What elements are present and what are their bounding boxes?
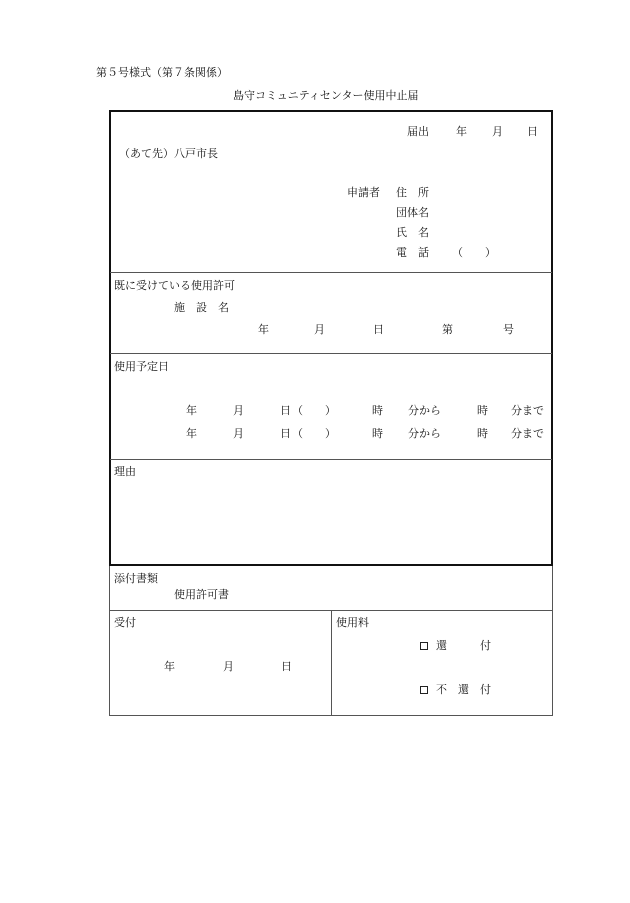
attachments-heading: 添付書類	[114, 572, 158, 585]
phone-label: 電 話	[396, 246, 429, 259]
schedule-minute-until: 分まで	[511, 404, 544, 417]
address-label: 住 所	[396, 186, 429, 199]
schedule-hour-end: 時	[477, 427, 488, 440]
fee-heading: 使用料	[336, 616, 369, 629]
divider-reception-fee	[331, 610, 332, 716]
schedule-hour-start: 時	[372, 427, 383, 440]
main-form-box	[109, 110, 553, 566]
divider-schedule-reason	[110, 459, 552, 460]
schedule-minute-from: 分から	[408, 404, 441, 417]
schedule-year: 年	[186, 404, 197, 417]
permit-number-prefix: 第	[442, 323, 453, 336]
reception-month: 月	[223, 660, 234, 673]
form-title: 島守コミュニティセンター使用中止届	[233, 89, 419, 102]
facility-name-label: 施 設 名	[174, 301, 229, 314]
schedule-day: 日	[280, 404, 291, 417]
reception-day: 日	[281, 660, 292, 673]
filing-date-label: 届出	[407, 125, 429, 138]
permit-day: 日	[373, 323, 384, 336]
form-number: 第５号様式（第７条関係）	[96, 66, 228, 79]
name-label: 氏 名	[396, 226, 429, 239]
fee-option-no-refund[interactable]	[420, 684, 491, 695]
schedule-hour-start: 時	[372, 404, 383, 417]
phone-parens: （ ）	[452, 246, 496, 259]
lower-box-left-border	[109, 566, 110, 716]
no-refund-label: 不 還 付	[436, 683, 491, 696]
refund-checkbox[interactable]	[420, 642, 428, 650]
filing-year: 年	[456, 125, 467, 138]
filing-month: 月	[492, 125, 503, 138]
schedule-weekday: （ ）	[292, 427, 336, 440]
divider-notice-permit	[110, 272, 552, 273]
filing-day: 日	[527, 125, 538, 138]
lower-box-right-border	[552, 566, 553, 716]
divider-permit-schedule	[110, 353, 552, 354]
schedule-day: 日	[280, 427, 291, 440]
permit-month: 月	[314, 323, 325, 336]
addressee: （あて先）八戸市長	[119, 147, 218, 160]
group-name-label: 団体名	[396, 206, 429, 219]
attachment-item: 使用許可書	[174, 588, 229, 601]
schedule-minute-from: 分から	[408, 427, 441, 440]
schedule-heading: 使用予定日	[114, 360, 169, 373]
reason-heading: 理由	[114, 465, 136, 478]
schedule-minute-until: 分まで	[511, 427, 544, 440]
schedule-weekday: （ ）	[292, 404, 336, 417]
reception-year: 年	[164, 660, 175, 673]
reception-heading: 受付	[114, 616, 136, 629]
schedule-month: 月	[233, 427, 244, 440]
schedule-month: 月	[233, 404, 244, 417]
permit-heading: 既に受けている使用許可	[114, 279, 235, 292]
refund-label: 還 付	[436, 639, 491, 652]
schedule-year: 年	[186, 427, 197, 440]
permit-number-suffix: 号	[503, 323, 514, 336]
schedule-hour-end: 時	[477, 404, 488, 417]
fee-option-refund[interactable]	[420, 640, 491, 651]
applicant-label: 申請者	[347, 186, 380, 199]
no-refund-checkbox[interactable]	[420, 686, 428, 694]
permit-year: 年	[258, 323, 269, 336]
